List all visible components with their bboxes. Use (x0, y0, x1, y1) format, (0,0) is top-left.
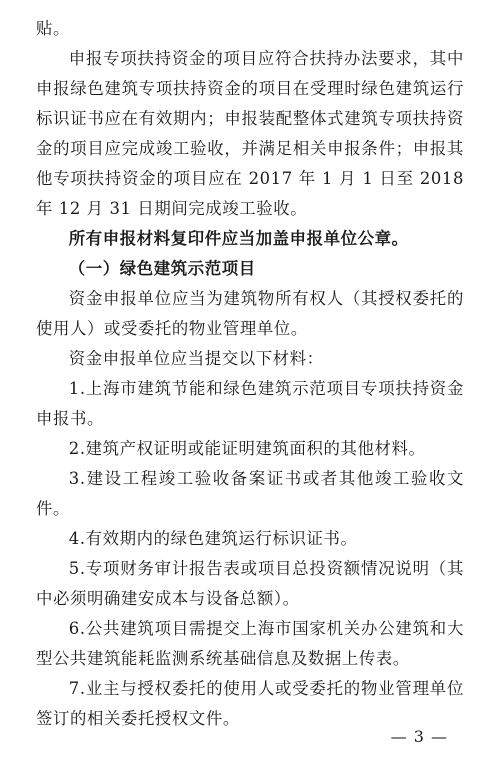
list-item-2: 2.建筑产权证明或能证明建筑面积的其他材料。 (68, 439, 426, 458)
section-heading-green-building: （一）绿色建筑示范项目 (68, 259, 256, 278)
paragraph-seal-note: 所有申报材料复印件应当加盖申报单位公章。 (68, 229, 409, 248)
list-item-7: 7.业主与授权委托的使用人或受委托的物业管理单位签订的相关委托授权文件。 (36, 679, 464, 728)
list-item-5: 5.专项财务审计报告表或项目总投资额情况说明（其中必须明确建安成本与设备总额）。 (36, 559, 464, 608)
paragraph-requirements: 申报专项扶持资金的项目应符合扶持办法要求，其中申报绿色建筑专项扶持资金的项目在受理时绿色建筑运行标识证书应在有效期内；申报装配整体式建筑专项扶持资金的项目应完成竣工验收，并满足相关申报条件；申报其他专项扶持资金的项目应在 2017 年 1 月 1 日至 2018 年 12 月 31 日期间完成竣工验收。 (36, 49, 464, 218)
list-item-6: 6.公共建筑项目需提交上海市国家机关办公建筑和大型公共建筑能耗监测系统基础信息及数据上传表。 (36, 619, 464, 668)
list-item-4: 4.有效期内的绿色建筑运行标识证书。 (68, 529, 358, 548)
paragraph-applicant: 资金申报单位应当为建筑物所有权人（其授权委托的使用人）或受委托的物业管理单位。 (36, 289, 464, 338)
list-item-1: 1.上海市建筑节能和绿色建筑示范项目专项扶持资金申报书。 (36, 379, 464, 428)
paragraph-continuation: 贴。 (36, 19, 70, 38)
paragraph-materials-intro: 资金申报单位应当提交以下材料： (68, 349, 324, 368)
list-item-3: 3.建设工程竣工验收备案证书或者其他竣工验收文件。 (36, 469, 464, 518)
page-number: — 3 — (390, 727, 448, 746)
